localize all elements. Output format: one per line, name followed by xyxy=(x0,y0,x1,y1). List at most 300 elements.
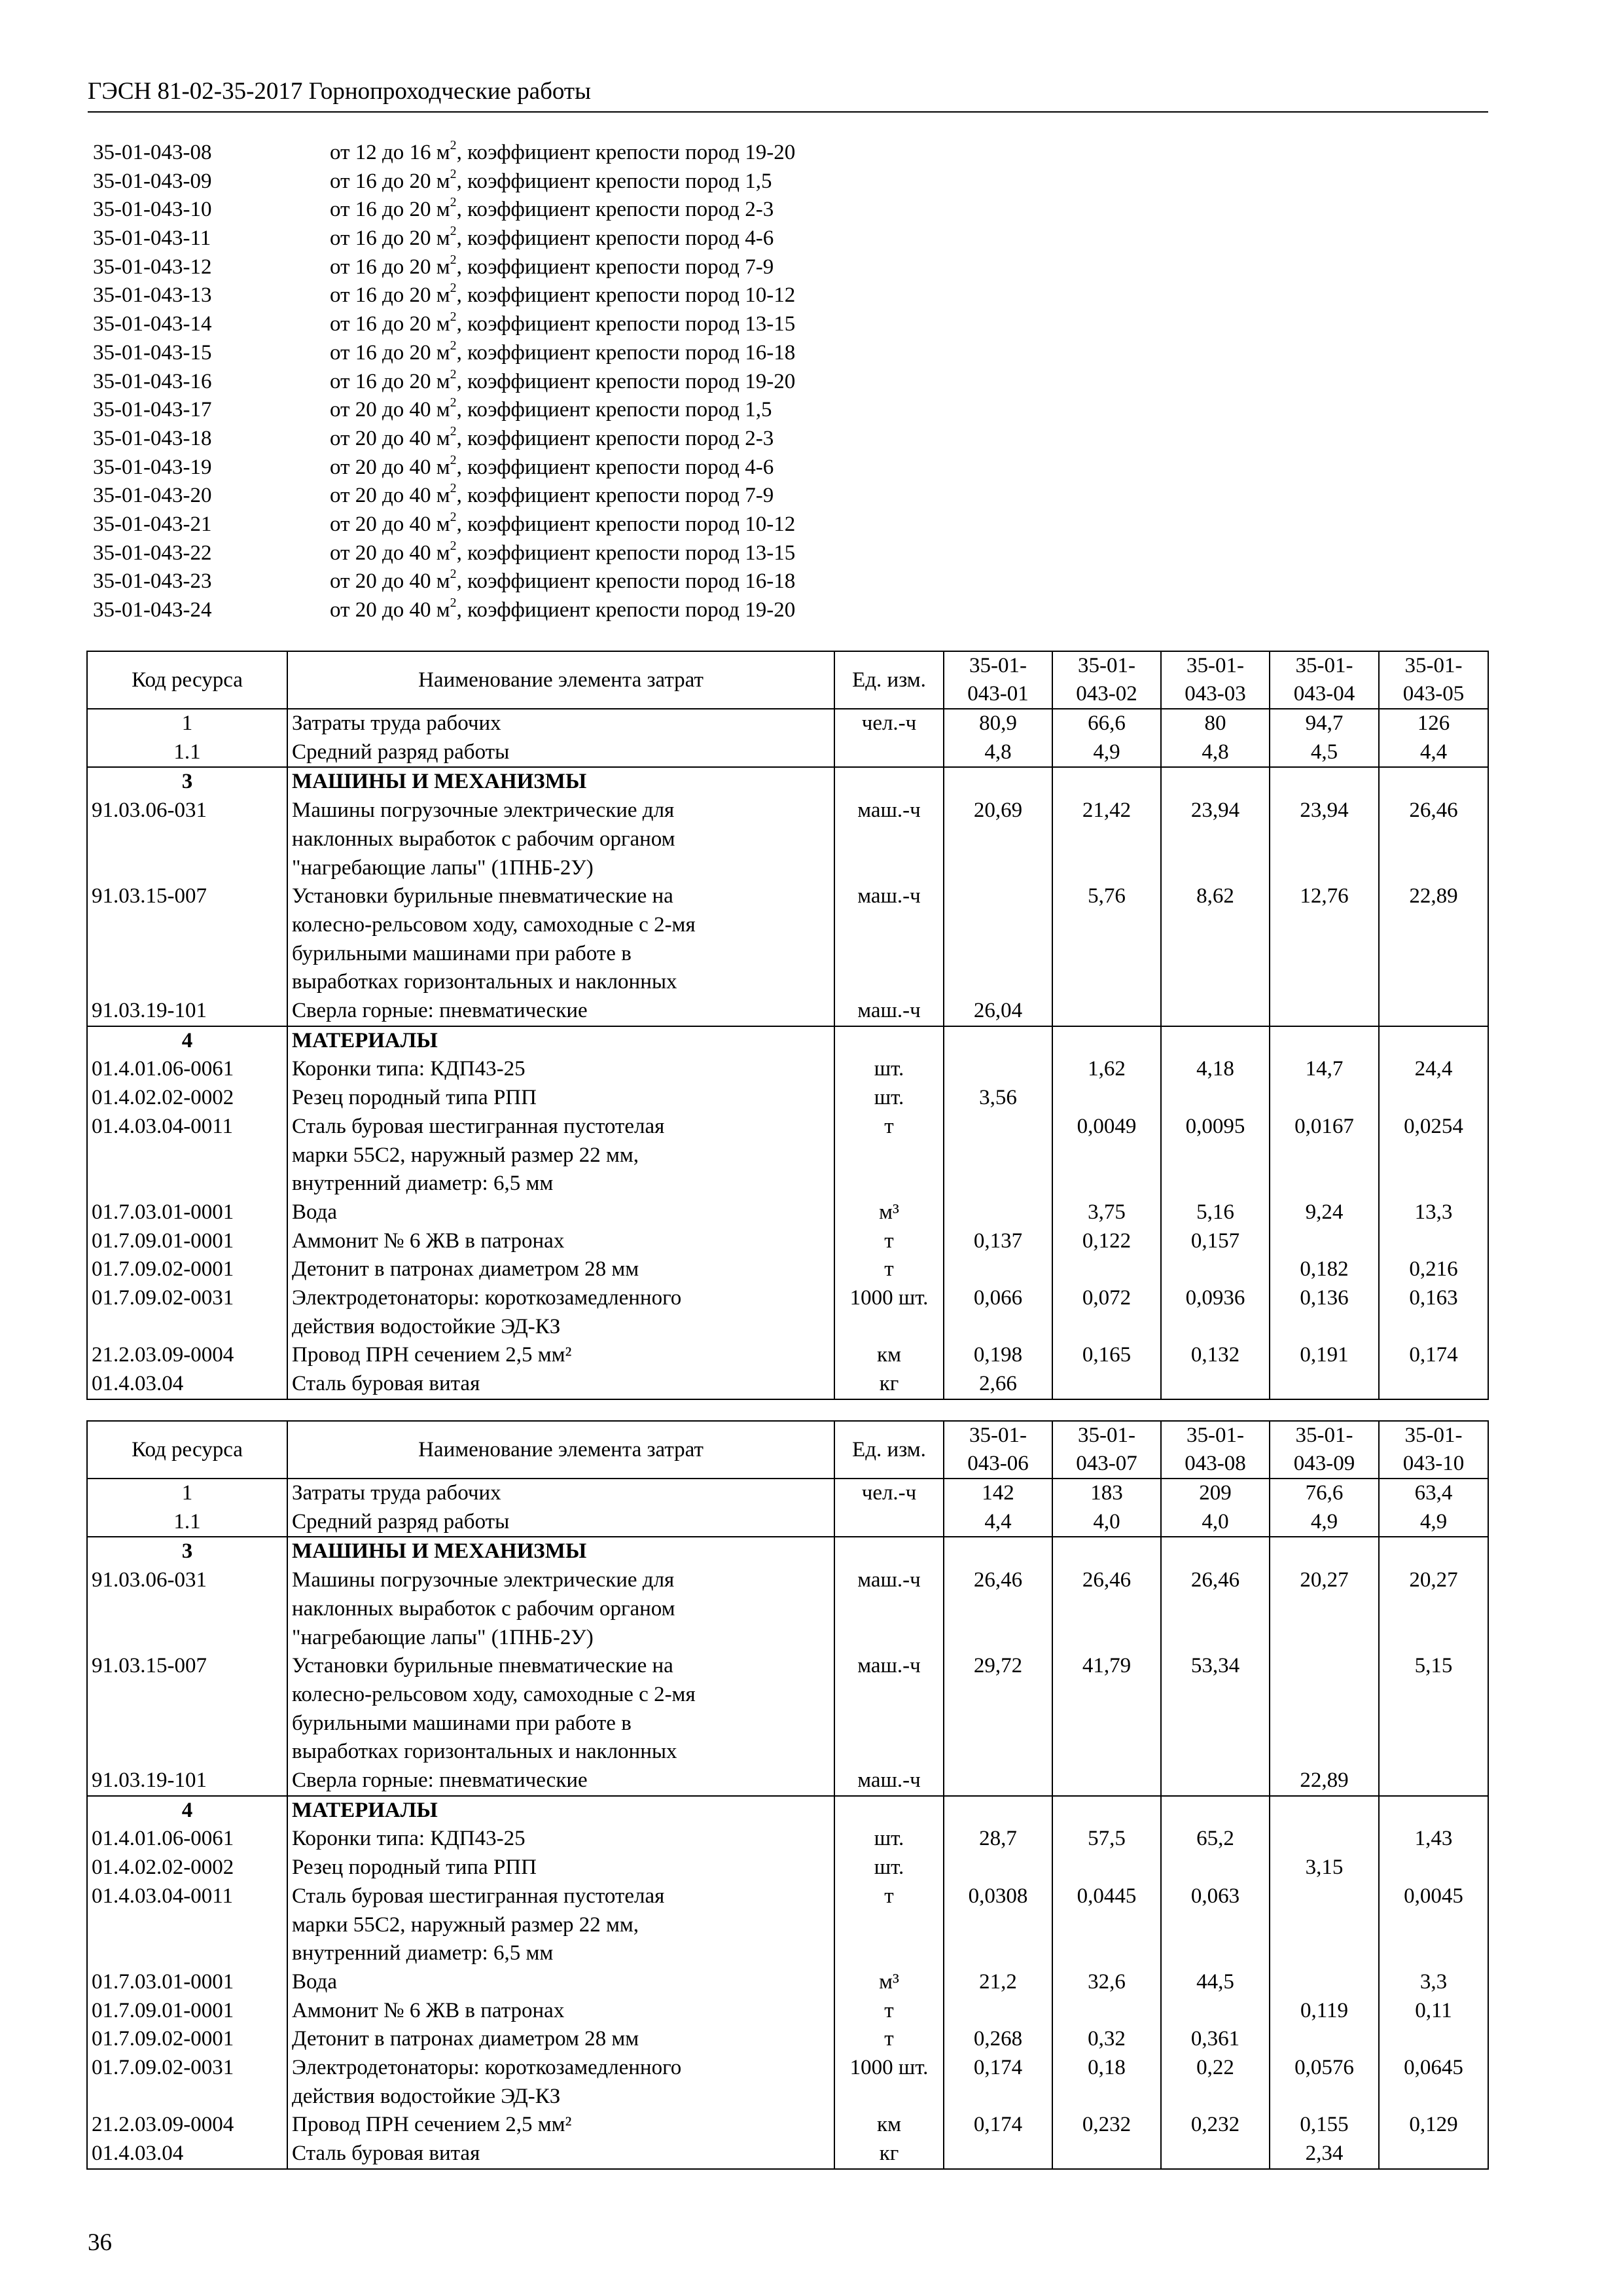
table-row xyxy=(87,997,1488,1026)
value-cell: 28,7 xyxy=(944,1825,1052,1854)
value-cell xyxy=(1161,2140,1270,2169)
code-list-item xyxy=(93,139,1402,168)
value-cell: 0,136 xyxy=(1270,1284,1379,1341)
code-list-item xyxy=(93,539,1402,568)
value-cell xyxy=(1052,1997,1161,2026)
value-cell: 22,89 xyxy=(1379,882,1488,997)
unit-cell xyxy=(834,738,944,768)
unit-cell: шт. xyxy=(834,1055,944,1084)
column-header: 35-01- 043-08 xyxy=(1161,1421,1270,1479)
superscript: 2 xyxy=(450,510,457,525)
value-cell: 0,072 xyxy=(1052,1284,1161,1341)
value-cell: 3,15 xyxy=(1270,1854,1379,1882)
unit-cell: км xyxy=(834,1341,944,1370)
value-cell: 94,7 xyxy=(1270,709,1379,738)
value-cell: 0,0645 xyxy=(1379,2054,1488,2111)
value-cell xyxy=(1161,1084,1270,1113)
value-cell xyxy=(944,1767,1052,1796)
superscript: 2 xyxy=(450,195,457,210)
value-cell: 4,4 xyxy=(944,1508,1052,1537)
column-header: Код ресурса xyxy=(87,651,287,709)
unit-cell: 1000 шт. xyxy=(834,2054,944,2111)
value-cell xyxy=(1052,1537,1161,1566)
table-row xyxy=(87,1537,1488,1566)
code-list-item xyxy=(93,310,1402,339)
column-header: 35-01- 043-03 xyxy=(1161,651,1270,709)
table-row xyxy=(87,2054,1488,2111)
description-text: от 16 до 20 м xyxy=(330,226,450,251)
value-cell: 14,7 xyxy=(1270,1055,1379,1084)
value-cell xyxy=(1161,1537,1270,1566)
value-cell xyxy=(1379,1227,1488,1256)
value-cell: 20,69 xyxy=(944,797,1052,882)
resource-code: 35-01-043-16 xyxy=(93,369,212,393)
code-description xyxy=(330,596,795,625)
value-cell xyxy=(1270,1084,1379,1113)
value-cell xyxy=(944,1796,1052,1825)
resource-code: 35-01-043-21 xyxy=(93,512,212,536)
unit-cell: маш.-ч xyxy=(834,797,944,882)
superscript: 2 xyxy=(450,166,457,181)
unit-cell: т xyxy=(834,1113,944,1198)
value-cell: 20,27 xyxy=(1270,1566,1379,1652)
unit-cell: чел.-ч xyxy=(834,709,944,738)
value-cell xyxy=(1161,1370,1270,1399)
value-cell xyxy=(1379,1084,1488,1113)
table-row xyxy=(87,1652,1488,1767)
element-name-cell: Аммонит № 6 ЖВ в патронах xyxy=(287,1997,834,2026)
value-cell: 32,6 xyxy=(1052,1968,1161,1997)
value-cell: 22,89 xyxy=(1270,1767,1379,1796)
description-text: , коэффициент крепости пород 2-3 xyxy=(456,426,774,450)
description-text: от 16 до 20 м xyxy=(330,283,450,308)
table-row xyxy=(87,1341,1488,1370)
value-cell: 8,62 xyxy=(1161,882,1270,997)
resource-code: 35-01-043-12 xyxy=(93,255,212,279)
element-name-cell: Коронки типа: КДП43-25 xyxy=(287,1825,834,1854)
code-list-item xyxy=(93,396,1402,425)
table-row xyxy=(87,1198,1488,1227)
value-cell: 3,56 xyxy=(944,1084,1052,1113)
value-cell: 9,24 xyxy=(1270,1198,1379,1227)
code-list-item xyxy=(93,224,1402,253)
description-text: , коэффициент крепости пород 2-3 xyxy=(456,198,774,222)
resource-code-cell: 1.1 xyxy=(87,738,287,768)
unit-cell xyxy=(834,1508,944,1537)
value-cell: 0,129 xyxy=(1379,2111,1488,2140)
value-cell: 1,43 xyxy=(1379,1825,1488,1854)
value-cell: 0,216 xyxy=(1379,1255,1488,1284)
resource-code-cell: 4 xyxy=(87,1796,287,1825)
superscript: 2 xyxy=(450,481,457,496)
element-name-cell: Сталь буровая витая xyxy=(287,2140,834,2169)
resource-code-cell: 01.7.09.02-0031 xyxy=(87,1284,287,1341)
element-name-cell: МАШИНЫ И МЕХАНИЗМЫ xyxy=(287,767,834,797)
code-list-item xyxy=(93,482,1402,511)
table-row xyxy=(87,1968,1488,1997)
value-cell: 3,3 xyxy=(1379,1968,1488,1997)
value-cell xyxy=(1270,2025,1379,2054)
element-name-cell: Резец породный типа РПП xyxy=(287,1084,834,1113)
element-name-cell: Электродетонаторы: короткозамедленного действия водостойкие ЭД-КЗ xyxy=(287,2054,834,2111)
value-cell: 209 xyxy=(1161,1479,1270,1508)
value-cell xyxy=(1161,1026,1270,1056)
value-cell: 183 xyxy=(1052,1479,1161,1508)
unit-cell: 1000 шт. xyxy=(834,1284,944,1341)
code-description xyxy=(330,567,795,596)
element-name-cell: Вода xyxy=(287,1198,834,1227)
value-cell: 80 xyxy=(1161,709,1270,738)
value-cell: 5,76 xyxy=(1052,882,1161,997)
element-name-cell: Средний разряд работы xyxy=(287,1508,834,1537)
code-description xyxy=(330,539,795,568)
value-cell: 0,0045 xyxy=(1379,1882,1488,1968)
page-number: 36 xyxy=(88,2229,112,2256)
value-cell: 0,0167 xyxy=(1270,1113,1379,1198)
unit-cell: шт. xyxy=(834,1854,944,1882)
element-name-cell: Установки бурильные пневматические на колесно-рельсовом ходу, самоходные с 2-мя бурильными машинами при работе в выработках горизонтальных и наклонных xyxy=(287,1652,834,1767)
code-list-item xyxy=(93,281,1402,310)
resource-code-cell: 91.03.15-007 xyxy=(87,1652,287,1767)
value-cell xyxy=(1052,1767,1161,1796)
superscript: 2 xyxy=(450,452,457,467)
description-text: , коэффициент крепости пород 19-20 xyxy=(456,141,796,164)
table-row xyxy=(87,1370,1488,1399)
description-text: , коэффициент крепости пород 10-12 xyxy=(456,283,796,308)
description-text: , коэффициент крепости пород 19-20 xyxy=(456,369,796,393)
resource-code-cell: 91.03.06-031 xyxy=(87,797,287,882)
value-cell xyxy=(1161,767,1270,797)
resource-code-cell: 3 xyxy=(87,1537,287,1566)
resource-code-cell: 01.4.03.04 xyxy=(87,1370,287,1399)
superscript: 2 xyxy=(450,281,457,296)
value-cell xyxy=(944,2140,1052,2169)
value-cell: 0,0936 xyxy=(1161,1284,1270,1341)
value-cell xyxy=(944,882,1052,997)
code-description xyxy=(330,224,774,253)
value-cell: 21,2 xyxy=(944,1968,1052,1997)
value-cell: 13,3 xyxy=(1379,1198,1488,1227)
table-row xyxy=(87,1825,1488,1854)
value-cell: 0,174 xyxy=(944,2111,1052,2140)
element-name-cell: МАТЕРИАЛЫ xyxy=(287,1026,834,1056)
resource-code: 35-01-043-08 xyxy=(93,141,212,164)
value-cell: 23,94 xyxy=(1270,797,1379,882)
table-row xyxy=(87,1255,1488,1284)
value-cell xyxy=(944,1113,1052,1198)
value-cell xyxy=(1379,1796,1488,1825)
code-description xyxy=(330,511,795,539)
value-cell: 0,0445 xyxy=(1052,1882,1161,1968)
description-text: от 16 до 20 м xyxy=(330,369,450,393)
resource-code: 35-01-043-24 xyxy=(93,598,212,622)
value-cell xyxy=(1161,1767,1270,1796)
table-row xyxy=(87,882,1488,997)
description-text: от 16 до 20 м xyxy=(330,340,450,365)
resource-code-cell: 01.4.01.06-0061 xyxy=(87,1825,287,1854)
value-cell xyxy=(1379,1854,1488,1882)
description-text: от 16 до 20 м xyxy=(330,198,450,222)
table-row xyxy=(87,1026,1488,1056)
resource-code: 35-01-043-20 xyxy=(93,484,212,508)
code-list-item xyxy=(93,368,1402,397)
value-cell xyxy=(1270,997,1379,1026)
table-row xyxy=(87,2140,1488,2169)
unit-cell: м³ xyxy=(834,1968,944,1997)
element-name-cell: Машины погрузочные электрические для наклонных выработок с рабочим органом "нагребающие лапы" (1ПНБ-2У) xyxy=(287,1566,834,1652)
description-text: , коэффициент крепости пород 1,5 xyxy=(456,169,772,193)
value-cell xyxy=(1270,1652,1379,1767)
description-text: , коэффициент крепости пород 16-18 xyxy=(456,340,796,365)
table-row xyxy=(87,709,1488,738)
value-cell xyxy=(1161,1255,1270,1284)
table-row xyxy=(87,1479,1488,1508)
unit-cell: т xyxy=(834,1882,944,1968)
resource-code: 35-01-043-23 xyxy=(93,569,212,594)
value-cell xyxy=(1052,1370,1161,1399)
superscript: 2 xyxy=(450,395,457,410)
value-cell: 0,063 xyxy=(1161,1882,1270,1968)
column-header: Ед. изм. xyxy=(834,651,944,709)
value-cell xyxy=(1270,1370,1379,1399)
value-cell: 5,15 xyxy=(1379,1652,1488,1767)
value-cell: 4,9 xyxy=(1052,738,1161,768)
column-header: 35-01- 043-06 xyxy=(944,1421,1052,1479)
value-cell: 21,42 xyxy=(1052,797,1161,882)
element-name-cell: Затраты труда рабочих xyxy=(287,1479,834,1508)
value-cell: 0,268 xyxy=(944,2025,1052,2054)
column-header: 35-01- 043-04 xyxy=(1270,651,1379,709)
unit-cell: чел.-ч xyxy=(834,1479,944,1508)
value-cell: 0,066 xyxy=(944,1284,1052,1341)
value-cell: 4,9 xyxy=(1270,1508,1379,1537)
value-cell xyxy=(1052,1084,1161,1113)
resource-code-cell: 01.4.01.06-0061 xyxy=(87,1055,287,1084)
description-text: , коэффициент крепости пород 7-9 xyxy=(456,255,774,279)
code-description xyxy=(330,281,795,310)
table-row xyxy=(87,1227,1488,1256)
code-description xyxy=(330,482,774,511)
description-text: от 12 до 16 м xyxy=(330,141,450,164)
value-cell: 1,62 xyxy=(1052,1055,1161,1084)
unit-cell: шт. xyxy=(834,1084,944,1113)
element-name-cell: Провод ПРН сечением 2,5 мм² xyxy=(287,2111,834,2140)
column-header: 35-01- 043-05 xyxy=(1379,651,1488,709)
value-cell xyxy=(944,767,1052,797)
element-name-cell: МАШИНЫ И МЕХАНИЗМЫ xyxy=(287,1537,834,1566)
value-cell: 0,232 xyxy=(1161,2111,1270,2140)
unit-cell: км xyxy=(834,2111,944,2140)
value-cell: 2,34 xyxy=(1270,2140,1379,2169)
unit-cell: маш.-ч xyxy=(834,1767,944,1796)
element-name-cell: Сверла горные: пневматические xyxy=(287,1767,834,1796)
value-cell: 0,137 xyxy=(944,1227,1052,1256)
column-header: Наименование элемента затрат xyxy=(287,1421,834,1479)
description-text: от 20 до 40 м xyxy=(330,569,450,594)
unit-cell: т xyxy=(834,1997,944,2026)
resource-code: 35-01-043-10 xyxy=(93,198,212,222)
value-cell: 0,0576 xyxy=(1270,2054,1379,2111)
unit-cell: шт. xyxy=(834,1825,944,1854)
element-name-cell: Сталь буровая витая xyxy=(287,1370,834,1399)
description-text: от 20 до 40 м xyxy=(330,484,450,508)
value-cell: 0,174 xyxy=(944,2054,1052,2111)
superscript: 2 xyxy=(450,596,457,611)
code-description xyxy=(330,454,774,482)
description-text: , коэффициент крепости пород 1,5 xyxy=(456,398,772,422)
unit-cell: т xyxy=(834,1255,944,1284)
table-row xyxy=(87,738,1488,768)
unit-cell: т xyxy=(834,2025,944,2054)
description-text: , коэффициент крепости пород 10-12 xyxy=(456,512,796,536)
element-name-cell: Коронки типа: КДП43-25 xyxy=(287,1055,834,1084)
resource-code-cell: 01.4.03.04 xyxy=(87,2140,287,2169)
value-cell: 26,46 xyxy=(944,1566,1052,1652)
value-cell xyxy=(1052,1854,1161,1882)
value-cell: 0,163 xyxy=(1379,1284,1488,1341)
element-name-cell: Средний разряд работы xyxy=(287,738,834,768)
resource-code-cell: 21.2.03.09-0004 xyxy=(87,2111,287,2140)
description-text: от 20 до 40 м xyxy=(330,512,450,536)
element-name-cell: Сверла горные: пневматические xyxy=(287,997,834,1026)
description-text: от 16 до 20 м xyxy=(330,312,450,336)
description-text: от 20 до 40 м xyxy=(330,455,450,479)
resource-code: 35-01-043-13 xyxy=(93,283,212,308)
unit-cell: м³ xyxy=(834,1198,944,1227)
value-cell: 26,46 xyxy=(1052,1566,1161,1652)
resource-code: 35-01-043-09 xyxy=(93,169,212,193)
superscript: 2 xyxy=(450,138,457,153)
resource-code-cell: 3 xyxy=(87,767,287,797)
resource-code-cell: 01.4.03.04-0011 xyxy=(87,1113,287,1198)
resource-code-cell: 01.4.02.02-0002 xyxy=(87,1084,287,1113)
resource-code-cell: 01.4.03.04-0011 xyxy=(87,1882,287,1968)
description-text: от 20 до 40 м xyxy=(330,598,450,622)
value-cell xyxy=(1052,1796,1161,1825)
resource-code-cell: 1 xyxy=(87,709,287,738)
table-row xyxy=(87,1882,1488,1968)
resource-code-cell: 91.03.19-101 xyxy=(87,1767,287,1796)
code-list-item xyxy=(93,196,1402,224)
element-name-cell: Электродетонаторы: короткозамедленного действия водостойкие ЭД-КЗ xyxy=(287,1284,834,1341)
value-cell: 5,16 xyxy=(1161,1198,1270,1227)
code-description xyxy=(330,310,795,339)
value-cell xyxy=(1161,997,1270,1026)
resource-code-cell: 21.2.03.09-0004 xyxy=(87,1341,287,1370)
table-body xyxy=(87,709,1488,1399)
value-cell: 0,32 xyxy=(1052,2025,1161,2054)
value-cell: 0,122 xyxy=(1052,1227,1161,1256)
table-row xyxy=(87,1508,1488,1537)
superscript: 2 xyxy=(450,538,457,553)
table-row xyxy=(87,767,1488,797)
value-cell: 0,0095 xyxy=(1161,1113,1270,1198)
superscript: 2 xyxy=(450,367,457,382)
value-cell: 2,66 xyxy=(944,1370,1052,1399)
value-cell: 0,198 xyxy=(944,1341,1052,1370)
resource-code-cell: 01.7.03.01-0001 xyxy=(87,1198,287,1227)
unit-cell xyxy=(834,767,944,797)
value-cell: 0,191 xyxy=(1270,1341,1379,1370)
value-cell xyxy=(1379,767,1488,797)
code-description xyxy=(330,339,795,368)
value-cell xyxy=(1052,1255,1161,1284)
value-cell: 0,132 xyxy=(1161,1341,1270,1370)
value-cell: 26,46 xyxy=(1379,797,1488,882)
code-list-item xyxy=(93,454,1402,482)
unit-cell: кг xyxy=(834,1370,944,1399)
resource-code-cell: 1 xyxy=(87,1479,287,1508)
resource-code-cell: 01.4.02.02-0002 xyxy=(87,1854,287,1882)
value-cell: 4,8 xyxy=(1161,738,1270,768)
resource-code: 35-01-043-18 xyxy=(93,426,212,450)
unit-cell: маш.-ч xyxy=(834,1566,944,1652)
table-body xyxy=(87,1479,1488,2169)
resource-code-cell: 01.7.09.02-0001 xyxy=(87,2025,287,2054)
element-name-cell: Вода xyxy=(287,1968,834,1997)
value-cell xyxy=(1161,1854,1270,1882)
unit-cell: кг xyxy=(834,2140,944,2169)
value-cell: 4,4 xyxy=(1379,738,1488,768)
resource-code: 35-01-043-19 xyxy=(93,455,212,479)
header-row xyxy=(87,1421,1488,1479)
resource-code-cell: 01.7.09.01-0001 xyxy=(87,1227,287,1256)
table-row xyxy=(87,1566,1488,1652)
value-cell: 41,79 xyxy=(1052,1652,1161,1767)
description-text: от 16 до 20 м xyxy=(330,169,450,193)
code-list-item xyxy=(93,253,1402,282)
column-header: Наименование элемента затрат xyxy=(287,651,834,709)
value-cell xyxy=(1379,2025,1488,2054)
resource-code: 35-01-043-15 xyxy=(93,340,212,365)
superscript: 2 xyxy=(450,224,457,239)
table-row xyxy=(87,1854,1488,1882)
code-description xyxy=(330,168,772,196)
unit-cell: т xyxy=(834,1227,944,1256)
table-row xyxy=(87,1084,1488,1113)
code-list xyxy=(93,139,1402,625)
resource-code-cell: 01.7.03.01-0001 xyxy=(87,1968,287,1997)
table-row xyxy=(87,1767,1488,1796)
value-cell xyxy=(944,1055,1052,1084)
page-header xyxy=(88,72,1488,113)
resource-code-cell: 01.7.09.02-0031 xyxy=(87,2054,287,2111)
description-text: от 20 до 40 м xyxy=(330,541,450,565)
column-header: 35-01- 043-02 xyxy=(1052,651,1161,709)
value-cell: 142 xyxy=(944,1479,1052,1508)
value-cell: 44,5 xyxy=(1161,1968,1270,1997)
value-cell: 12,76 xyxy=(1270,882,1379,997)
resource-code: 35-01-043-14 xyxy=(93,312,212,336)
element-name-cell: МАТЕРИАЛЫ xyxy=(287,1796,834,1825)
resource-code-cell: 91.03.19-101 xyxy=(87,997,287,1026)
value-cell xyxy=(1379,2140,1488,2169)
column-header: Код ресурса xyxy=(87,1421,287,1479)
value-cell: 0,11 xyxy=(1379,1997,1488,2026)
table-header xyxy=(87,651,1488,709)
value-cell xyxy=(1161,1997,1270,2026)
element-name-cell: Затраты труда рабочих xyxy=(287,709,834,738)
header-row xyxy=(87,651,1488,709)
value-cell: 65,2 xyxy=(1161,1825,1270,1854)
value-cell: 23,94 xyxy=(1161,797,1270,882)
value-cell: 26,04 xyxy=(944,997,1052,1026)
resource-code-cell: 4 xyxy=(87,1026,287,1056)
value-cell: 4,5 xyxy=(1270,738,1379,768)
unit-cell: маш.-ч xyxy=(834,882,944,997)
code-description xyxy=(330,425,774,454)
superscript: 2 xyxy=(450,252,457,267)
